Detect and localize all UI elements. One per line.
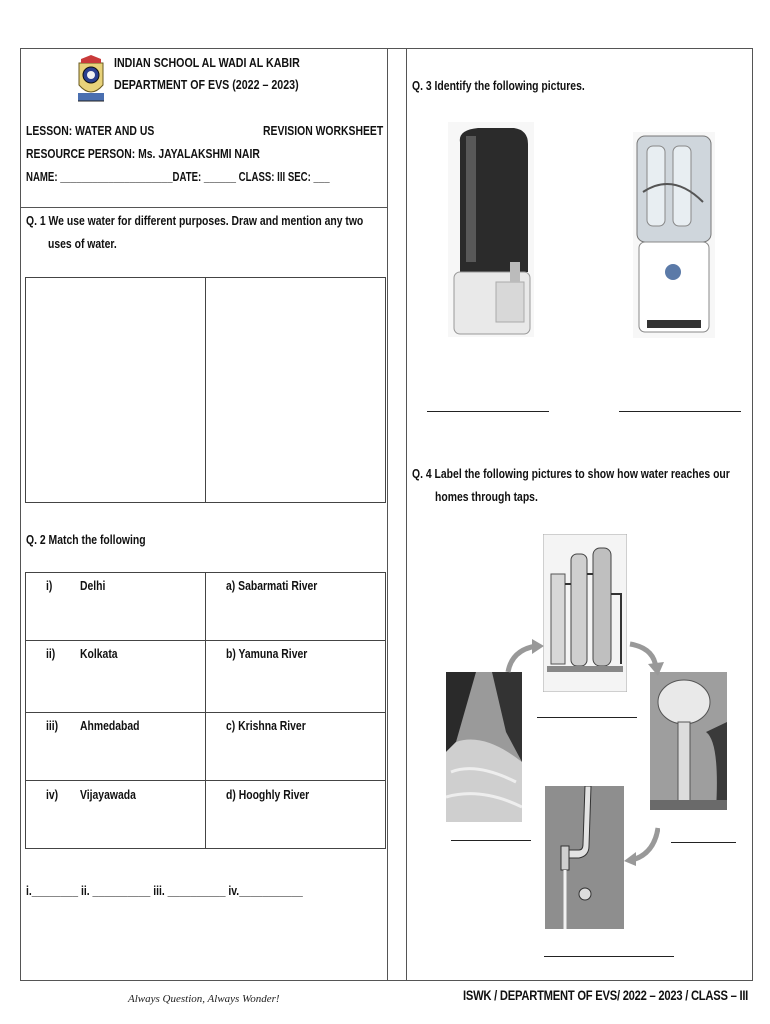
city-name: Delhi bbox=[80, 578, 106, 593]
river-name: c) Krishna River bbox=[226, 718, 306, 733]
resource-person: RESOURCE PERSON: Ms. JAYALAKSHMI NAIR bbox=[26, 146, 260, 161]
cycle-arrow-icon bbox=[624, 826, 660, 866]
q3-answer-blank-1[interactable] bbox=[427, 411, 549, 412]
river-name: b) Yamuna River bbox=[226, 646, 308, 661]
row-number: ii) bbox=[46, 646, 56, 661]
worksheet-type: REVISION WORKSHEET bbox=[263, 123, 384, 138]
row-number: iv) bbox=[46, 787, 59, 802]
match-row-divider bbox=[25, 780, 386, 781]
city-name: Kolkata bbox=[80, 646, 118, 661]
water-purifier-image-1 bbox=[448, 122, 534, 337]
q4-prompt: Q. 4 Label the following pictures to show how water reaches our bbox=[412, 466, 730, 481]
q3-answer-blank-2[interactable] bbox=[619, 411, 741, 412]
student-info-line[interactable]: NAME: _____________________DATE: ______ CLASS: III SEC: ___ bbox=[26, 169, 330, 184]
q1-prompt: Q. 1 We use water for different purposes. Draw and mention any two bbox=[26, 213, 364, 228]
river-name: d) Hooghly River bbox=[226, 787, 310, 802]
city-name: Vijayawada bbox=[80, 787, 136, 802]
school-name: INDIAN SCHOOL AL WADI AL KABIR bbox=[114, 55, 300, 70]
q2-title: Q. 2 Match the following bbox=[26, 532, 146, 547]
footer-code: ISWK / DEPARTMENT OF EVS/ 2022 – 2023 / CLASS – III bbox=[463, 987, 749, 1003]
q3-title: Q. 3 Identify the following pictures. bbox=[412, 78, 585, 93]
column-divider bbox=[406, 48, 407, 981]
lesson-label: LESSON: WATER AND US bbox=[26, 123, 155, 138]
section-divider bbox=[20, 207, 387, 208]
q1-prompt-continued: uses of water. bbox=[48, 236, 117, 251]
q4-label-blank-tap[interactable] bbox=[544, 956, 674, 957]
department-title: DEPARTMENT OF EVS (2022 – 2023) bbox=[114, 77, 299, 92]
q1-drawing-divider bbox=[205, 277, 206, 503]
school-motto: Always Question, Always Wonder! bbox=[128, 993, 280, 1005]
q4-label-blank-tank[interactable] bbox=[671, 842, 736, 843]
river-name: a) Sabarmati River bbox=[226, 578, 318, 593]
water-tap-image bbox=[545, 786, 624, 929]
match-row-divider bbox=[25, 712, 386, 713]
q4-prompt-continued: homes through taps. bbox=[435, 489, 538, 504]
column-divider bbox=[387, 48, 388, 981]
cycle-arrow-icon bbox=[504, 638, 544, 674]
match-row-divider bbox=[25, 640, 386, 641]
q4-label-blank-river[interactable] bbox=[451, 840, 531, 841]
cycle-arrow-icon bbox=[628, 640, 664, 676]
water-treatment-plant-image bbox=[543, 534, 627, 692]
match-table-divider bbox=[205, 572, 206, 849]
row-number: iii) bbox=[46, 718, 59, 733]
row-number: i) bbox=[46, 578, 53, 593]
river-image bbox=[446, 672, 522, 822]
water-tank-tower-image bbox=[650, 672, 727, 810]
match-answer-line[interactable]: i.________ ii. __________ iii. __________ iv.___________ bbox=[26, 883, 303, 898]
city-name: Ahmedabad bbox=[80, 718, 140, 733]
school-crest-icon bbox=[75, 55, 107, 105]
water-purifier-image-2 bbox=[633, 132, 715, 338]
q4-label-blank-plant[interactable] bbox=[537, 717, 637, 718]
